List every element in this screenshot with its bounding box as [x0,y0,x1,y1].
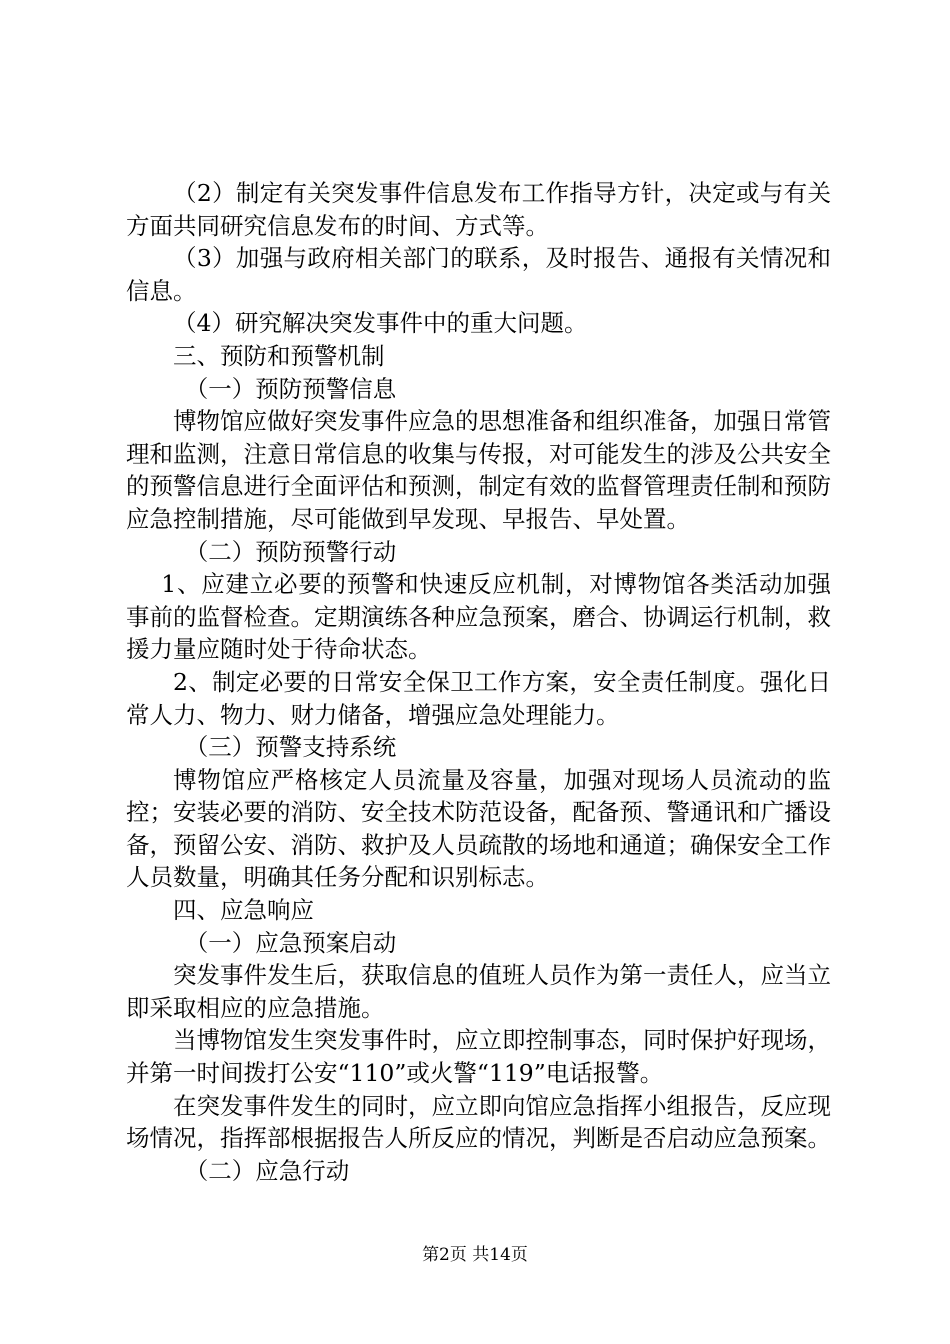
paragraph: （一）预防预警信息 [184,374,397,403]
paragraph: 四、应急响应 [173,896,314,925]
paragraph: （4）研究解决突发事件中的重大问题。 [173,309,588,338]
paragraph: 博物馆应做好突发事件应急的思想准备和组织准备，加强日常管理和监测，注意日常信息的收集与传报，对可能发生的涉及公共安全的预警信息进行全面评估和预测，制定有效的监督管理责任制和预防应急控制措施，尽可能做到早发现、早报告、早处置。 [126,407,831,533]
paragraph: 当博物馆发生突发事件时，应立即控制事态，同时保护好现场，并第一时间拨打公安“110”或火警“119”电话报警。 [126,1026,831,1088]
paragraph: （3）加强与政府相关部门的联系，及时报告、通报有关情况和信息。 [126,244,831,305]
paragraph: 在突发事件发生的同时，应立即向馆应急指挥小组报告，反应现场情况，指挥部根据报告人所反应的情况，判断是否启动应急预案。 [126,1091,831,1153]
paragraph: （二）预防预警行动 [184,537,397,566]
paragraph: （一）应急预案启动 [184,928,397,957]
paragraph: 博物馆应严格核定人员流量及容量，加强对现场人员流动的监控；安装必要的消防、安全技术防范设备，配备预、警通讯和广播设备，预留公安、消防、救护及人员疏散的场地和通道；确保安全工作人员数量，明确其任务分配和识别标志。 [126,765,831,892]
paragraph: （二）应急行动 [184,1156,350,1185]
paragraph: （2）制定有关突发事件信息发布工作指导方针，决定或与有关方面共同研究信息发布的时间、方式等。 [126,179,831,240]
paragraph: 三、预防和预警机制 [173,341,385,370]
document-body [126,177,831,1187]
page-footer: 第2页 共14页 [422,1245,528,1265]
paragraph: 突发事件发生后，获取信息的值班人员作为第一责任人，应当立即采取相应的应急措施。 [126,961,831,1022]
paragraph: 1、应建立必要的预警和快速反应机制，对博物馆各类活动加强事前的监督检查。定期演练各种应急预案，磨合、协调运行机制，救援力量应随时处于待命状态。 [126,570,831,664]
paragraph: （三）预警支持系统 [184,733,397,762]
paragraph: 2、制定必要的日常安全保卫工作方案，安全责任制度。强化日常人力、物力、财力储备，增强应急处理能力。 [126,667,831,729]
